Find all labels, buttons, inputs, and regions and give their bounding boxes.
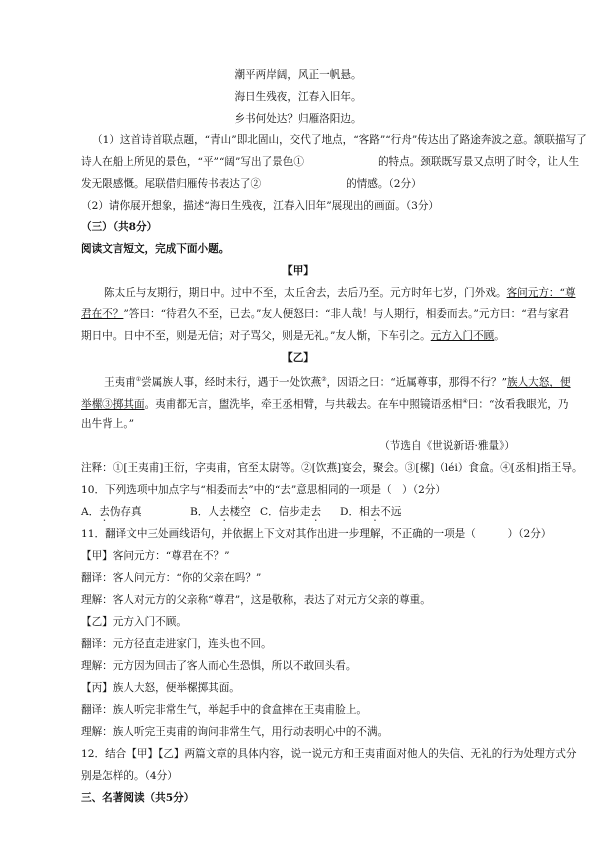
yi-line-2-text: 。夷甫都无言，盥洗毕，牵王丞相臂，与共载去。在车中照镜语丞相 xyxy=(144,398,463,411)
footnote-ref-4: ④ xyxy=(462,398,468,405)
q1-line-3-text-b: 的情感。（2分） xyxy=(346,178,422,190)
q11-a-quote: 【甲】客问元方：“尊君在不？” xyxy=(81,550,230,562)
option-label: D． xyxy=(340,506,360,518)
option-text: 楼空 xyxy=(229,506,251,518)
q1-line-1: （1）这首诗首联点题，“青山”即北固山，交代了地点，“客路”“行舟”传达出了路途奔波之意。颔联描写了 xyxy=(92,134,587,146)
poem-line-1: 潮平两岸阔，风正一帆悬。 xyxy=(234,69,362,81)
annotations: 注释：①[王夷甫]王衍，字夷甫，官至太尉等。②[饮燕]宴会，聚会。③[樏]（léi）食盒。④[丞相]指王导。 xyxy=(81,462,583,474)
footnote-ref-2: ② xyxy=(321,376,327,383)
jia-line-1-text: 陈太丘与友期行，期日中。过中不至，太丘舍去，去后乃至。元方时年七岁，门外戏。 xyxy=(104,287,507,299)
q10-stem-b: ”中的“去”意思相同的一项是（ ）（2分） xyxy=(248,484,446,496)
q10-stem-a: 10．下列选项中加点字与“相委而 xyxy=(81,484,238,496)
yi-line-1 xyxy=(104,373,571,390)
jia-line-2 xyxy=(81,307,569,321)
yi-underlined-sentence-part-1: 族人大怒，便 xyxy=(507,376,571,389)
yi-line-1-text-c: ，因语之曰：“近属尊事，那得不行？” xyxy=(326,376,507,389)
jia-line-2-text: ”答曰：“待君久不至，已去。”友人便怒曰：“非人哉！与人期行，相委而去。”元方曰：“君与家君 xyxy=(123,308,570,320)
q10-stem xyxy=(81,483,446,502)
section-3-title: （三）（共8分） xyxy=(81,221,158,233)
reading-instruction: 阅读文言短文，完成下面小题。 xyxy=(81,243,230,255)
q11-c-understanding: 理解：族人听完王夷甫的询问非常生气，用行动表明心中的不满。 xyxy=(81,726,389,738)
dotted-char: 去 xyxy=(99,506,110,518)
option-label: C． xyxy=(260,506,279,518)
footnote-ref-1: ① xyxy=(135,376,142,383)
jia-underlined-sentence-part-1: 客问元方：“尊 xyxy=(506,287,576,299)
jia-line-3 xyxy=(81,329,505,343)
q1-line-2-text-a: 诗人在船上所见的景色，“平”“阔”写出了景色① xyxy=(81,156,304,168)
q12-line-2: 别是怎样的。（4分） xyxy=(81,770,178,782)
jia-underlined-sentence-part-2: 君在不？ xyxy=(81,308,124,320)
jia-line-1 xyxy=(104,286,576,300)
q11-b-translation: 翻译：元方径直走进家门，连头也不回。 xyxy=(81,638,272,650)
option-text: 不远 xyxy=(380,506,402,518)
dotted-char: 去 xyxy=(310,506,322,518)
option-label: A． xyxy=(81,506,100,518)
q11-c-quote: 【丙】族人大怒，便举樏掷其面。 xyxy=(81,682,240,694)
dotted-char: 去 xyxy=(218,506,230,518)
poem-line-2: 海日生残夜，江春入旧年。 xyxy=(234,91,362,103)
option-text: 人 xyxy=(208,506,219,518)
option-text: 信步走 xyxy=(278,506,311,518)
passage-source: （节选自《世说新语·雅量》） xyxy=(379,440,515,452)
q11-c-translation: 翻译：族人听完非常生气，举起手中的食盒摔在王夷甫脸上。 xyxy=(81,704,368,716)
q10-option-d[interactable] xyxy=(340,505,401,524)
q10-option-a[interactable] xyxy=(81,505,142,524)
section-4-title: 三、名著阅读（共5分） xyxy=(81,792,195,804)
jia-underlined-sentence-3: 元方入门不顾 xyxy=(430,330,495,342)
yi-underlined-sentence-part-2: 举樏③掷其面 xyxy=(81,398,145,411)
q12-line-1: 12．结合【甲】【乙】两篇文章的具体内容，说一说元方和王夷甫面对他人的失信、无礼的行为处理方式分 xyxy=(81,748,577,760)
yi-line-2 xyxy=(81,395,569,412)
passage-yi-title: 【乙】 xyxy=(282,352,314,364)
q10-stem-dotted-char: 去 xyxy=(237,484,249,496)
q11-a-translation: 翻译：客人问元方：“你的父亲在吗？” xyxy=(81,572,262,584)
q10-option-b[interactable] xyxy=(190,505,251,524)
dotted-char: 去 xyxy=(369,506,381,518)
q11-a-understanding: 理解：客人对元方的父亲称“尊君”，这是敬称，表达了对元方父亲的尊重。 xyxy=(81,594,431,606)
jia-line-3-end: 。 xyxy=(494,330,505,342)
option-label: B． xyxy=(190,506,209,518)
q2: （2）请你展开想象，描述“海日生残夜，江春入旧年”展现出的画面。（3分） xyxy=(81,200,440,212)
yi-line-1-text-a: 王夷甫 xyxy=(104,376,136,389)
q1-line-2 xyxy=(81,155,579,169)
q1-line-3 xyxy=(81,177,422,191)
q11-stem: 11．翻译文中三处画线语句，并依据上下文对其作出进一步理解，不正确的一项是（ ）（2分） xyxy=(81,528,552,540)
q11-b-understanding: 理解：元方因为回击了客人而心生恐惧，所以不敢回头看。 xyxy=(81,660,357,672)
yi-line-1-text-b: 尝属族人事，经时未行，遇于一处饮燕 xyxy=(141,376,322,389)
q1-line-2-text-b: 的特点。颈联既写景又点明了时令，让人生 xyxy=(377,156,580,168)
yi-line-2-text-c: 曰：“汝看我眼光，乃 xyxy=(467,398,569,411)
q10-option-c[interactable] xyxy=(260,505,321,524)
passage-jia-title: 【甲】 xyxy=(282,265,314,277)
jia-line-3-text: 期日中。日中不至，则是无信；对子骂父，则是无礼。”友人惭，下车引之。 xyxy=(81,330,431,342)
poem-line-3: 乡书何处达？归雁洛阳边。 xyxy=(234,113,362,125)
option-text: 相 xyxy=(359,506,370,518)
yi-line-3: 出牛背上。” xyxy=(81,418,135,430)
q1-line-3-text-a: 发无限感慨。尾联借归雁传书表达了② xyxy=(81,178,262,190)
option-text: 伪存真 xyxy=(109,506,142,518)
q11-b-quote: 【乙】元方入门不顾。 xyxy=(81,616,187,628)
